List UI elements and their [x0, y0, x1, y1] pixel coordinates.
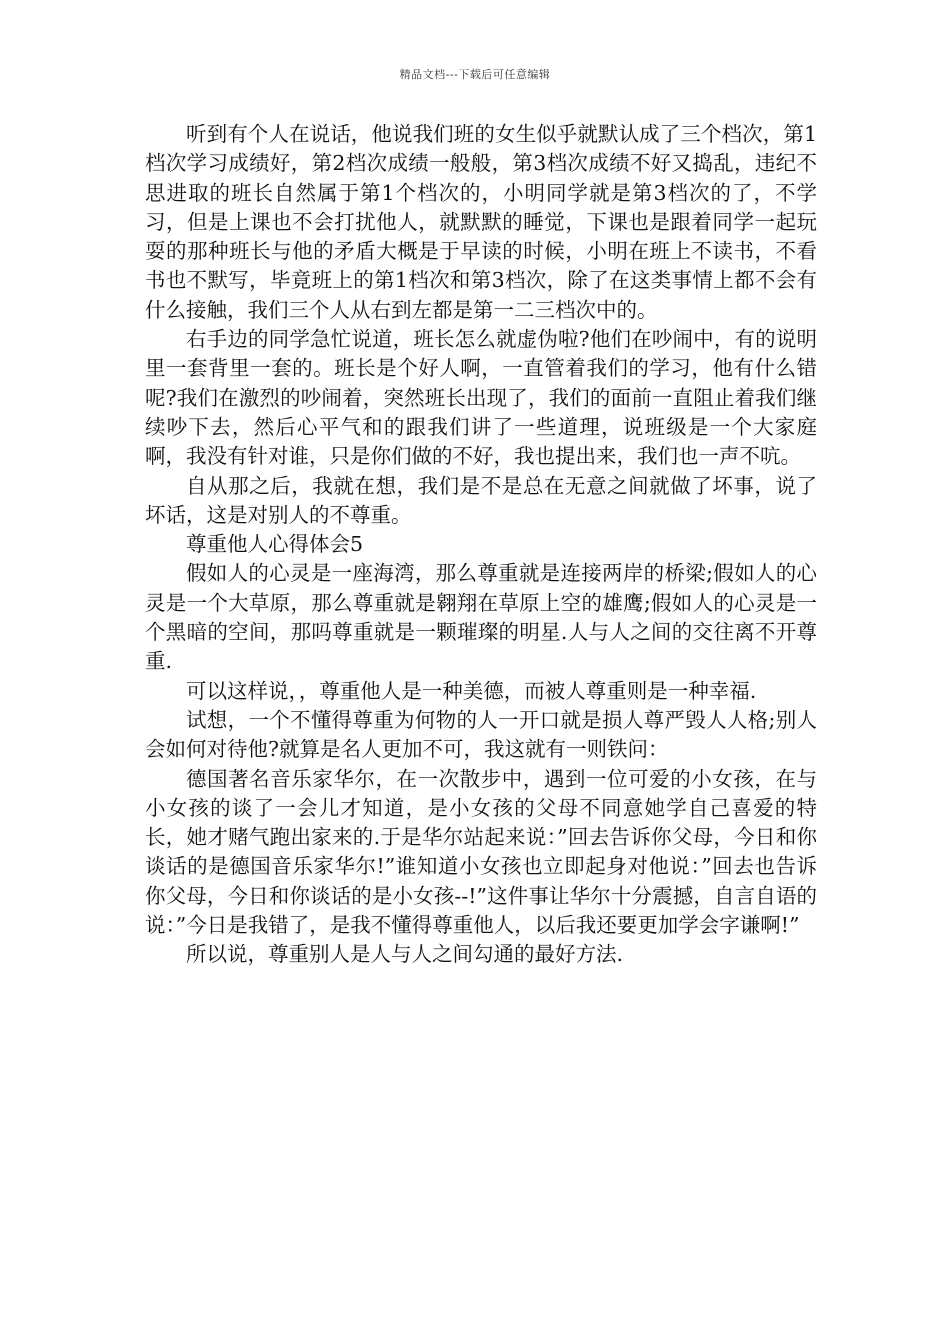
paragraph: 德国著名音乐家华尔，在一次散步中，遇到一位可爱的小女孩，在与小女孩的谈了一会儿才知道，是小女孩的父母不同意她学自己喜爱的特长，她才赌气跑出家来的.于是华尔站起来说：”回去告诉你父母，今日和你谈话的是德国音乐家华尔!”谁知道小女孩也立即起身对他说：”回去也告诉你父母，今日和你谈话的是小女孩--!”这件事让华尔十分震撼，自言自语的说：”今日是我错了，是我不懂得尊重他人，以后我还要更加学会字谦啊!” [145, 766, 817, 938]
section-heading: 尊重他人心得体会5 [186, 532, 364, 557]
document-body [145, 120, 817, 970]
page-header: 精品文档---下载后可任意编辑 [399, 68, 551, 81]
paragraph: 可以这样说，，尊重他人是一种美德，而被人尊重则是一种幸福. [186, 678, 757, 703]
paragraph: 所以说，尊重别人是人与人之间勾通的最好方法. [186, 942, 624, 967]
paragraph: 假如人的心灵是一座海湾，那么尊重就是连接两岸的桥梁;假如人的心灵是一个大草原，那么尊重就是翱翔在草原上空的雄鹰;假如人的心灵是一个黑暗的空间，那吗尊重就是一颗璀璨的明星.人与人之间的交往离不开尊重. [145, 561, 817, 674]
paragraph: 试想，一个不懂得尊重为何物的人一开口就是损人尊严毁人人格;别人会如何对待他?就算是名人更加不可，我这就有一则铁问： [145, 707, 817, 762]
paragraph: 自从那之后，我就在想，我们是不是总在无意之间就做了坏事，说了坏话，这是对别人的不尊重。 [145, 473, 817, 527]
paragraph: 右手边的同学急忙说道，班长怎么就虚伪啦?他们在吵闹中，有的说明里一套背里一套的。班长是个好人啊，一直管着我们的学习，他有什么错呢?我们在激烈的吵闹着，突然班长出现了，我们的面前一直阻止着我们继续吵下去，然后心平气和的跟我们讲了一些道理，说班级是一个大家庭啊，我没有针对谁，只是你们做的不好，我也提出来，我们也一声不吭。 [145, 327, 817, 469]
paragraph: 听到有个人在说话，他说我们班的女生似乎就默认成了三个档次，第1档次学习成绩好，第2档次成绩一般般，第3档次成绩不好又捣乱，违纪不思进取的班长自然属于第1个档次的，小明同学就是第3档次的了，不学习，但是上课也不会打扰他人，就默默的睡觉，下课也是跟着同学一起玩耍的那种班长与他的矛盾大概是于早读的时候，小明在班上不读书，不看书也不默写，毕竟班上的第1档次和第3档次，除了在这类事情上都不会有什么接触，我们三个人从右到左都是第一二三档次中的。 [145, 122, 817, 322]
